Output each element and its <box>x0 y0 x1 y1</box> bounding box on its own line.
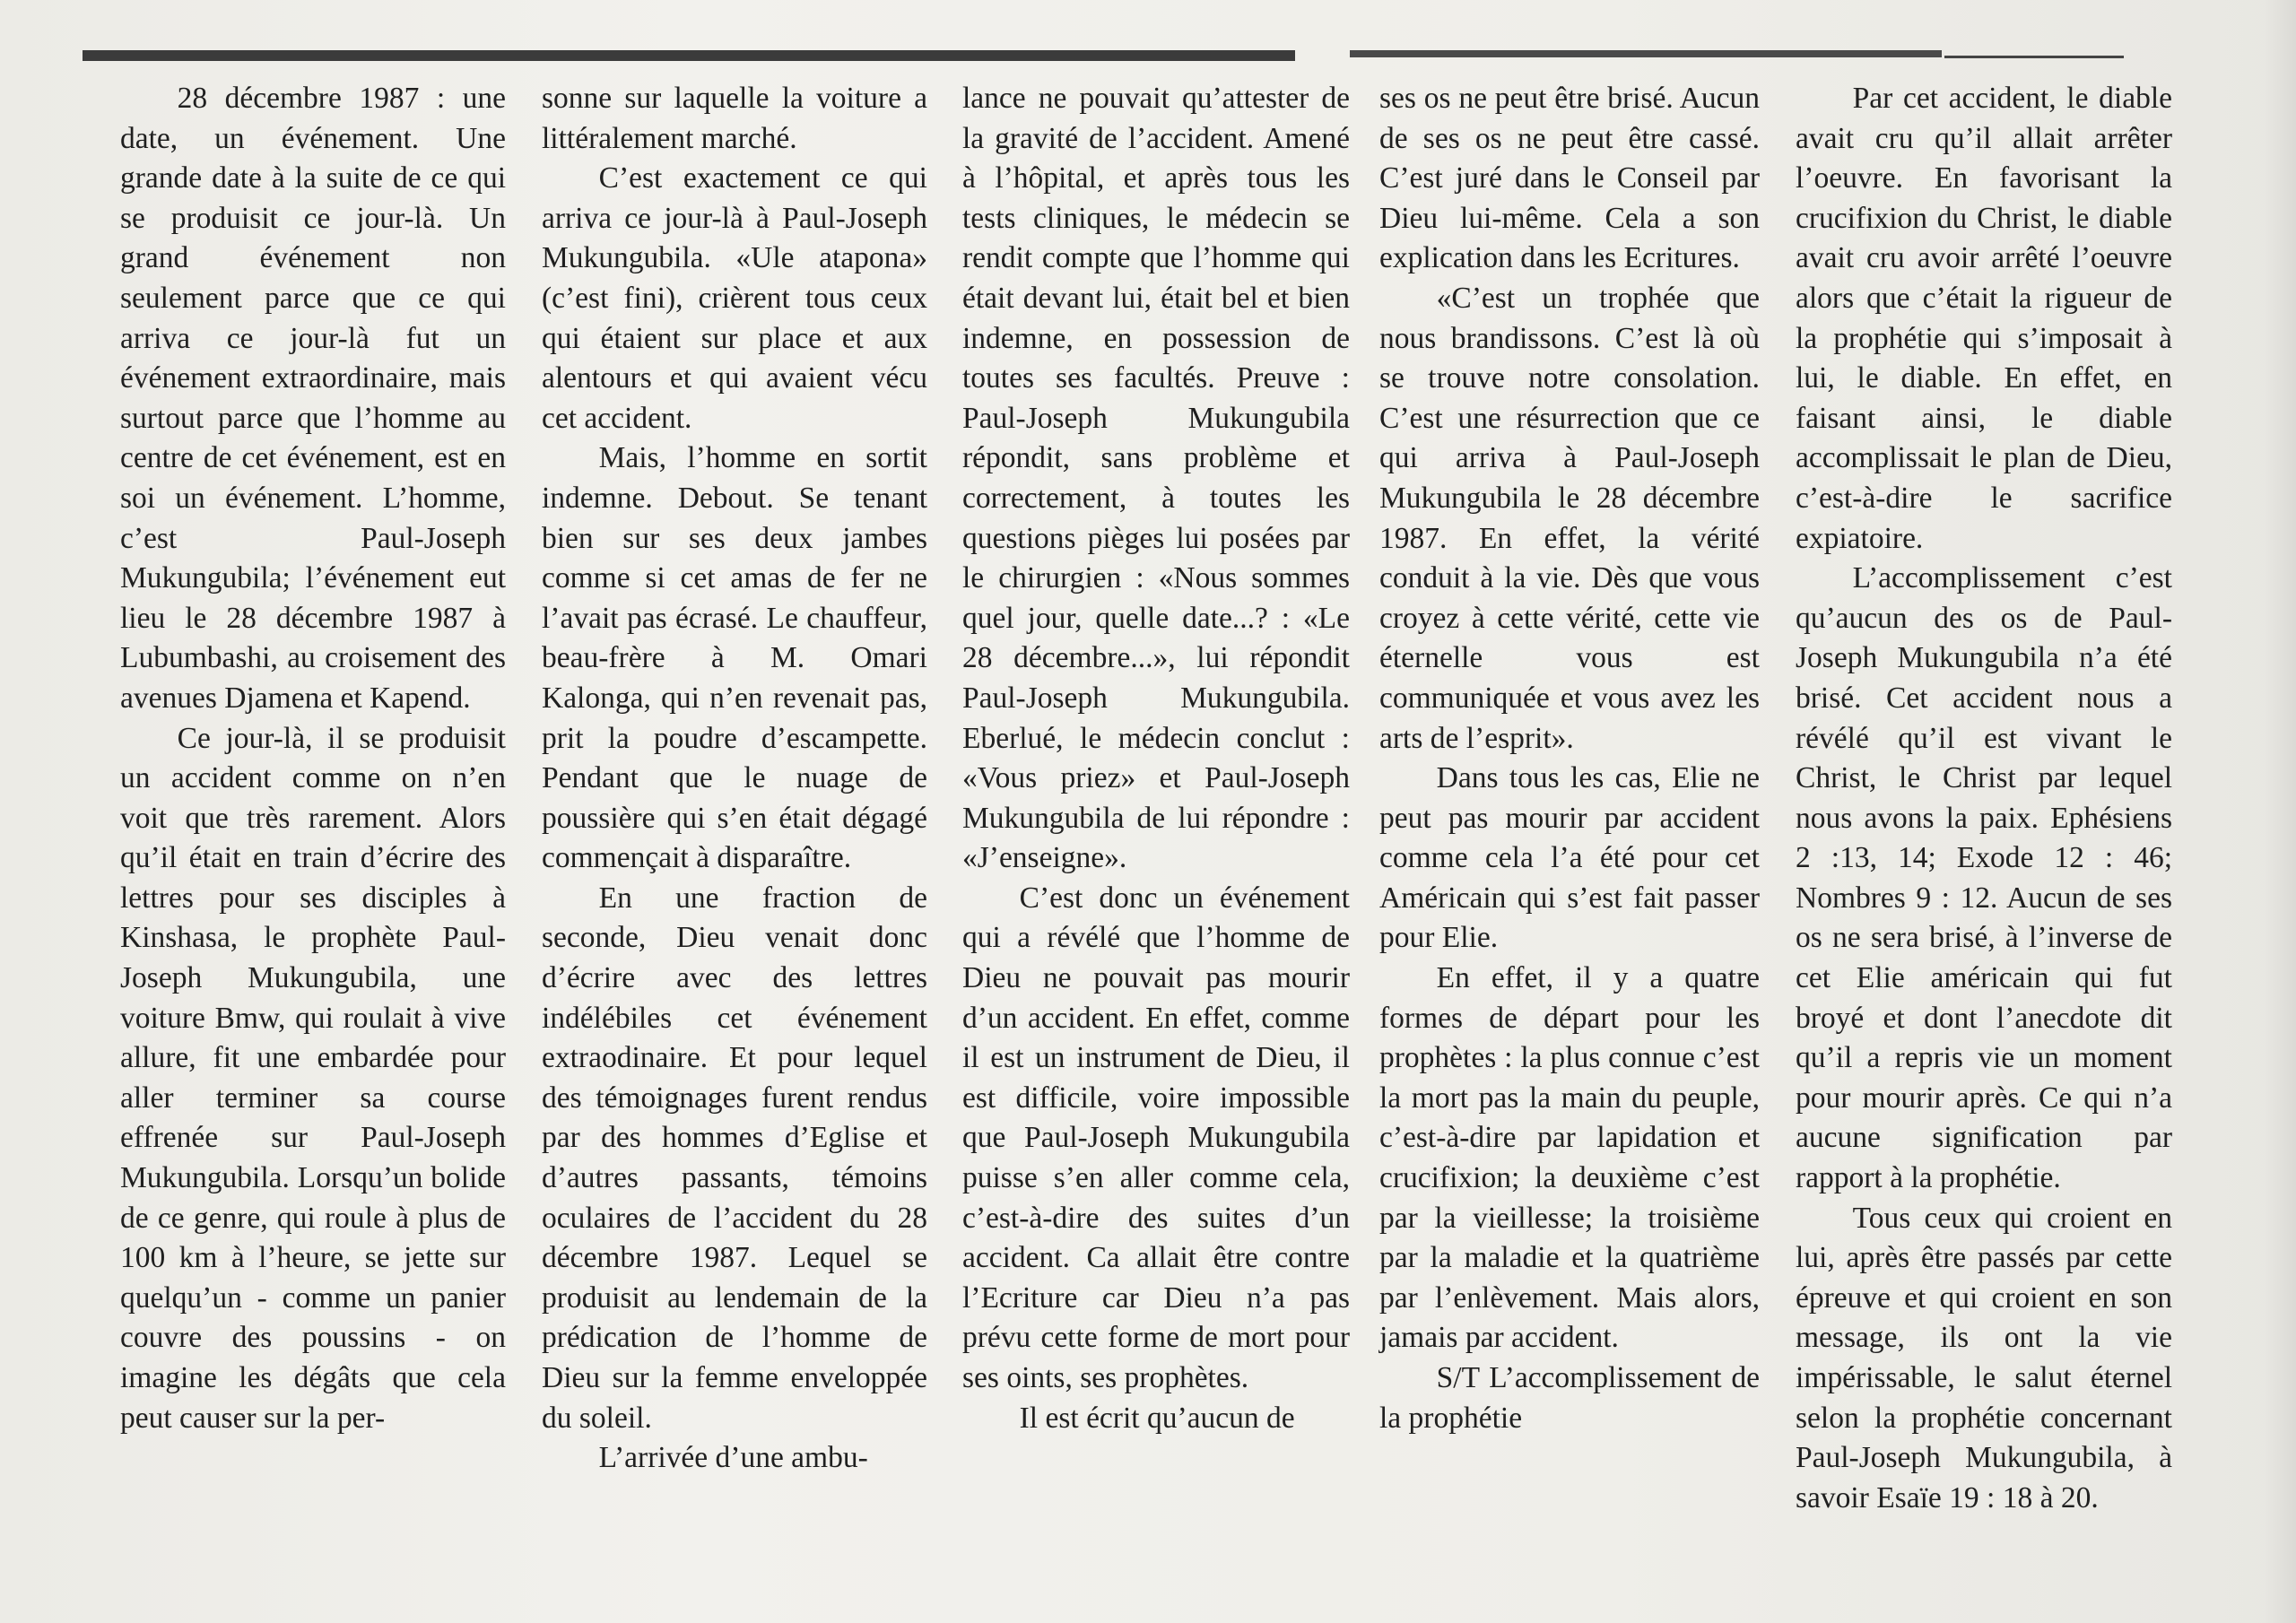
column-1-paragraph-1: 28 décembre 1987 : une date, un événement. Une grande date à la suite de ce qui se produisit ce jour-là. Un grand événement non seulement parce que ce qui arriva ce jour-là fut un événement extraordinaire, mais surtout parce que l’homme au centre de cet événement, est en soi un événement. L’homme, c’est Paul-Joseph Mukungubila; l’événement eut lieu le 28 décembre 1987 à Lubumbashi, au croisement des avenues Djamena et Kapend. <box>120 82 506 715</box>
column-3-paragraph-2: C’est donc un événement qui a révélé que l’homme de Dieu ne pouvait pas mourir d’un accident. En effet, comme il est un instrument de Dieu, il est difficile, voire impossible que Paul-Joseph Mukungubila puisse s’en aller comme cela, c’est-à-dire des suites d’un accident. Ca allait être contre l’Ecriture car Dieu n’a pas prévu cette forme de mort pour ses oints, ses prophètes. <box>962 881 1350 1394</box>
column-2-paragraph-2: C’est exactement ce qui arriva ce jour-là à Paul-Joseph Mukungubila. «Ule atapona» (c’est fini), crièrent tous ceux qui étaient sur place et aux alentours et qui avaient vécu cet accident. <box>542 161 927 435</box>
column-4-paragraph-3: Dans tous les cas, Elie ne peut pas mourir par accident comme cela l’a été pour cet Américain qui s’est fait passer pour Elie. <box>1379 761 1760 955</box>
column-4-paragraph-2: «C’est un trophée que nous brandissons. C’est là où se trouve notre consolation. C’est une résurrection que ce qui arriva à Paul-Joseph Mukungubila le 28 décembre 1987. En effet, la vérité conduit à la vie. Dès que vous croyez à cette vérité, cette vie éternelle vous est communiquée et vous avez les arts de l’esprit». <box>1379 281 1760 755</box>
article-column-2 <box>542 79 927 1479</box>
article-column-5 <box>1796 79 2172 1518</box>
article-column-1 <box>120 79 506 1438</box>
column-4-paragraph-4: En effet, il y a quatre formes de départ pour les prophètes : la plus connue c’est la mort pas la main du peuple, c’est-à-dire par lapidation et crucifixion; la deuxième c’est par la vieillesse; la troisième par la maladie et la quatrième par l’enlèvement. Mais alors, jamais par accident. <box>1379 961 1760 1355</box>
column-2-paragraph-5: L’arrivée d’une ambu- <box>598 1441 868 1475</box>
top-rule-fragment <box>1944 56 2124 58</box>
article-column-3 <box>962 79 1350 1438</box>
column-2-paragraph-4: En une fraction de seconde, Dieu venait donc d’écrire avec des lettres indélébiles cet événement extraodinaire. Et pour lequel des témoignages furent rendus par des hommes d’Eglise et d’autres passants, témoins oculaires de l’accident du 28 décembre 1987. Lequel se produisit au lendemain de la prédication de l’homme de Dieu sur la femme enveloppée du soleil. <box>542 881 927 1435</box>
column-5-paragraph-2: L’accomplissement c’est qu’aucun des os de Paul-Joseph Mukungubila n’a été brisé. Cet accident nous a révélé qu’il est vivant le Christ, le Christ par lequel nous avons la paix. Ephésiens 2 :13, 14; Exode 12 : 46; Nombres 9 : 12. Aucun de ses os ne sera brisé, à l’inverse de cet Elie américain qui fut broyé et dont l’anecdote dit qu’il a repris vie un moment pour mourir après. Ce qui n’a aucune signification par rapport à la prophétie. <box>1796 561 2172 1195</box>
column-2-paragraph-3: Mais, l’homme en sortit indemne. Debout. Se tenant bien sur ses deux jambes comme si cet amas de fer ne l’avait pas écrasé. Le chauffeur, beau-frère à M. Omari Kalonga, qui n’en revenait pas, prit la poudre d’escampette. Pendant que le nuage de poussière qui s’en était dégagé commençait à disparaître. <box>542 441 927 875</box>
page-edge-shadow <box>2264 0 2296 1623</box>
column-5-paragraph-3: Tous ceux qui croient en lui, après être passés par cette épreuve et qui croient en son message, ils ont la vie impérissable, le salut éternel selon la prophétie concernant Paul-Joseph Mukungubila, à savoir Esaïe 19 : 18 à 20. <box>1796 1201 2172 1515</box>
column-4-paragraph-1: ses os ne peut être brisé. Aucun de ses os ne peut être cassé. C’est juré dans le Conseil par Dieu lui-même. Cela a son explication dans les Ecritures. <box>1379 82 1760 275</box>
column-5-paragraph-1: Par cet accident, le diable avait cru qu’il allait arrêter l’oeuvre. En favorisant la crucifixion du Christ, le diable avait cru avoir arrêté l’oeuvre alors que c’était la rigueur de la prophétie qui s’imposait à lui, le diable. En effet, en faisant ainsi, le diable accomplissait le plan de Dieu, c’est-à-dire le sacrifice expiatoire. <box>1796 82 2172 555</box>
column-2-paragraph-1: sonne sur laquelle la voiture a littéralement marché. <box>542 82 927 155</box>
top-rule <box>83 50 1295 61</box>
column-1-paragraph-2: Ce jour-là, il se produisit un accident comme on n’en voit que très rarement. Alors qu’il était en train d’écrire des lettres pour ses disciples à Kinshasa, le prophète Paul-Joseph Mukungubila, une voiture Bmw, qui roulait à vive allure, fit une embardée pour aller terminer sa course effrenée sur Paul-Joseph Mukungubila. Lorsqu’un bolide de ce genre, qui roule à plus de 100 km à l’heure, se jette sur quelqu’un - comme un panier couvre des poussins - on imagine les dégâts que cela peut causer sur la per- <box>120 721 506 1435</box>
top-rule-right <box>1350 50 1942 57</box>
article-column-4 <box>1379 79 1760 1438</box>
column-3-paragraph-3: Il est écrit qu’aucun de <box>1019 1401 1295 1435</box>
column-4-subtitle: S/T L’accomplissement de la prophétie <box>1379 1361 1760 1435</box>
column-3-paragraph-1: lance ne pouvait qu’attester de la gravité de l’accident. Amené à l’hôpital, et après tous les tests cliniques, le médecin se rendit compte que l’homme qui était devant lui, était bel et bien indemne, en possession de toutes ses facultés. Preuve : Paul-Joseph Mukungubila répondit, sans problème et correctement, à toutes les questions pièges lui posées par le chirurgien : «Nous sommes quel jour, quelle date...? : «Le 28 décembre...», lui répondit Paul-Joseph Mukungubila. Eberlué, le médecin conclut : «Vous priez» et Paul-Joseph Mukungubila de lui répondre : «J’enseigne». <box>962 82 1350 875</box>
